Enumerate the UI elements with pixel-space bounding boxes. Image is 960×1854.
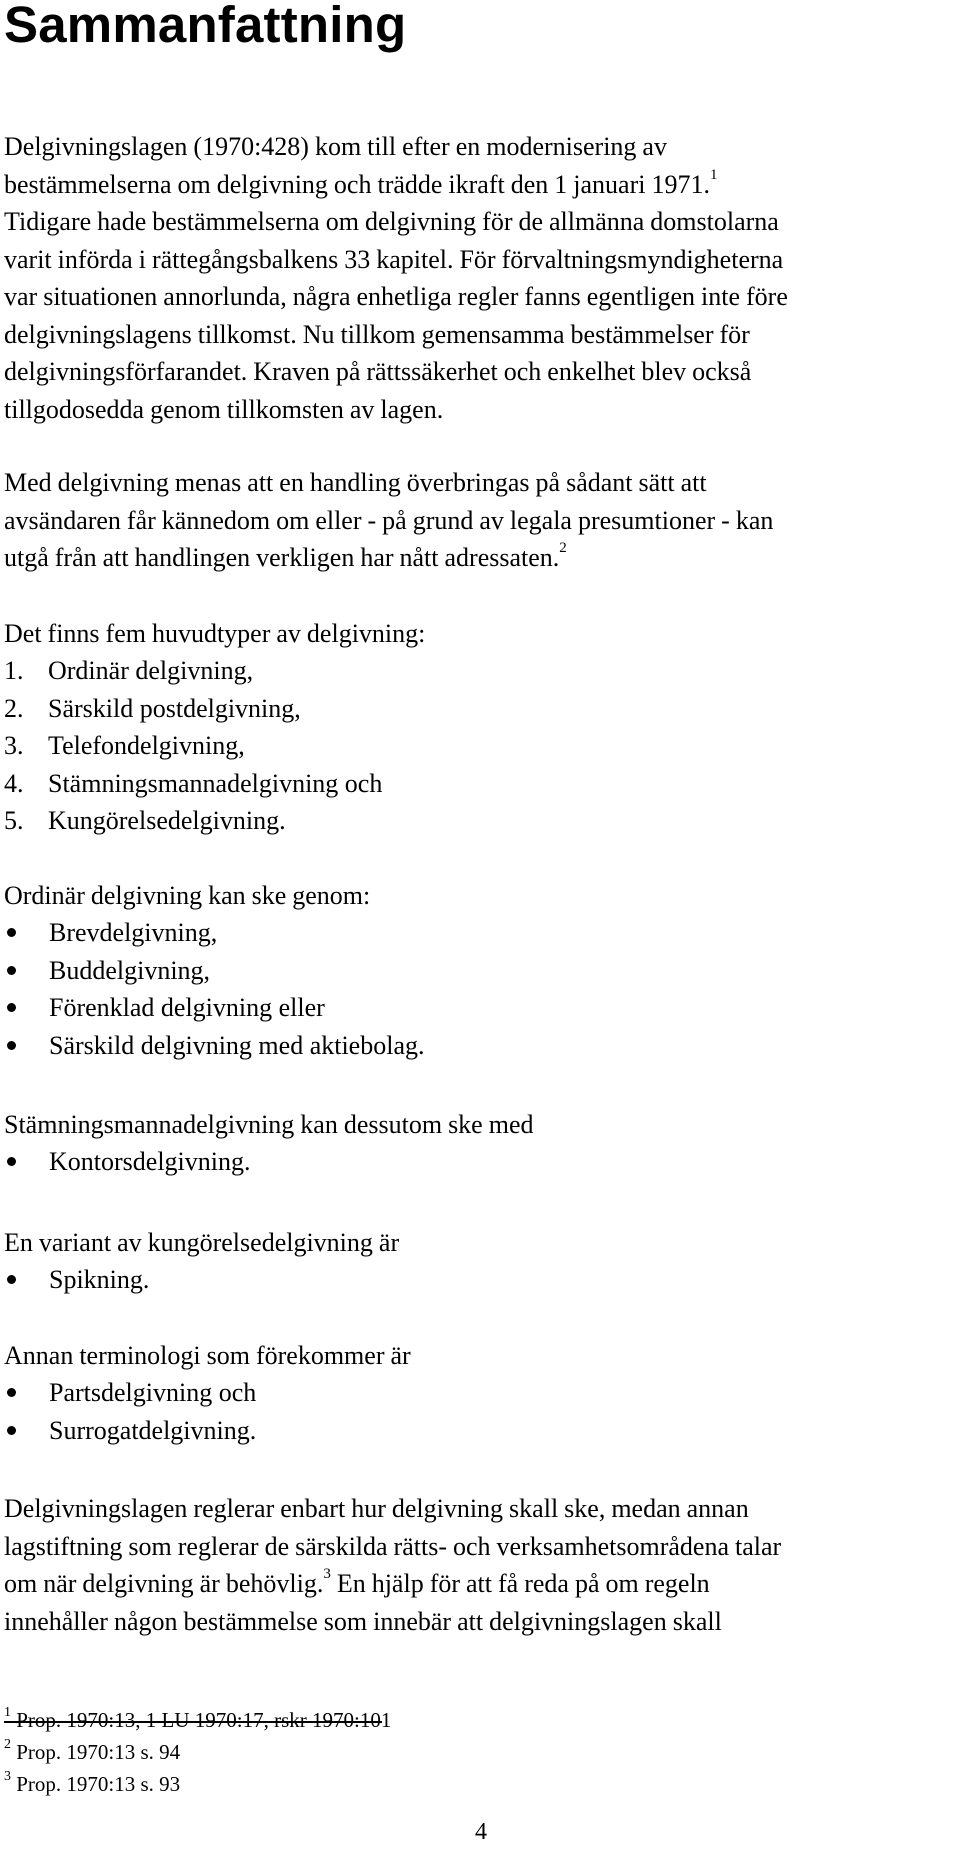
footnote-text: Prop. 1970:13 s. 94: [11, 1740, 181, 1764]
footnote-number: 1: [4, 1705, 11, 1720]
list-item: [4, 1143, 251, 1181]
bullet-icon: [7, 928, 16, 937]
footnote-text: Prop. 1970:13, 1 LU 1970:17, rskr 1970:101: [11, 1708, 392, 1732]
item-text: Förenklad delgivning eller: [49, 993, 325, 1022]
list-item: [4, 952, 425, 990]
definition-paragraph: [4, 464, 954, 577]
paragraph-line: [4, 1565, 954, 1603]
item-text: Kungörelsedelgivning.: [48, 806, 286, 835]
bullet-icon: [7, 966, 16, 975]
bullet-icon: [7, 1157, 16, 1166]
types-intro: [4, 615, 954, 653]
bullet-icon: [7, 1426, 16, 1435]
footnote-text: Prop. 1970:13 s. 93: [11, 1772, 181, 1796]
item-number: 2.: [4, 693, 24, 723]
page-title: Sammanfattning: [4, 0, 407, 53]
list-item: [4, 690, 382, 728]
list-item: [4, 652, 382, 690]
stamning-list: [4, 1143, 251, 1181]
paragraph-line: Med delgivning menas att en handling överbringas på sådant sätt att: [4, 468, 707, 497]
list-item: [4, 727, 382, 765]
paragraph-line: Delgivningslagen (1970:428) kom till efter en modernisering av: [4, 132, 667, 161]
footnote-ref: 2: [559, 540, 567, 557]
kungorelse-intro: [4, 1224, 954, 1262]
bullet-icon: [7, 1003, 16, 1012]
paragraph-line: Stämningsmannadelgivning kan dessutom ske med: [4, 1110, 534, 1139]
terminology-intro: [4, 1337, 954, 1375]
list-item: [4, 1261, 149, 1299]
paragraph-line: Ordinär delgivning kan ske genom:: [4, 881, 371, 910]
terminology-list: [4, 1374, 256, 1449]
item-text: Partsdelgivning och: [49, 1378, 257, 1407]
item-text: Särskild postdelgivning,: [48, 693, 301, 723]
paragraph-line: lagstiftning som reglerar de särskilda rätts- och verksamhetsområdena talar: [4, 1531, 782, 1561]
paragraph-line: tillgodosedda genom tillkomsten av lagen.: [4, 394, 444, 424]
item-text: Brevdelgivning,: [49, 918, 218, 947]
ordinary-list: [4, 914, 425, 1064]
line-text: om när delgivning är behövlig.: [4, 1569, 324, 1598]
paragraph-line: Det finns fem huvudtyper av delgivning:: [4, 619, 426, 648]
item-text: Spikning.: [49, 1265, 150, 1294]
paragraph-line: Delgivningslagen reglerar enbart hur delgivning skall ske, medan annan: [4, 1494, 749, 1523]
list-item: [4, 989, 425, 1027]
list-item: [4, 914, 425, 952]
paragraph-line: delgivningsförfarandet. Kraven på rättssäkerhet och enkelhet blev också: [4, 357, 752, 386]
intro-paragraph: [4, 128, 954, 428]
list-item: [4, 1027, 425, 1065]
line-text: bestämmelserna om delgivning och trädde ikraft den 1 januari 1971.: [4, 169, 710, 199]
item-number: 1.: [4, 656, 24, 685]
footnote-number: 3: [4, 1769, 11, 1784]
item-text: Särskild delgivning med aktiebolag.: [49, 1030, 425, 1060]
footnote: [4, 1738, 180, 1766]
list-item: [4, 1412, 256, 1450]
paragraph-line: Annan terminologi som förekommer är: [4, 1341, 411, 1370]
item-text: Telefondelgivning,: [48, 731, 245, 760]
item-text: Buddelgivning,: [49, 955, 211, 985]
bullet-icon: [7, 1041, 16, 1050]
item-text: Surrogatdelgivning.: [49, 1415, 257, 1445]
item-text: Kontorsdelgivning.: [49, 1147, 251, 1176]
line-text: En hjälp för att få reda på om regeln: [330, 1569, 710, 1598]
paragraph-line: innehåller någon bestämmelse som innebär att delgivningslagen skall: [4, 1606, 722, 1636]
footnote: [4, 1706, 391, 1734]
footnote-number: 2: [4, 1737, 11, 1752]
paragraph-line: En variant av kungörelsedelgivning är: [4, 1228, 400, 1257]
bullet-icon: [7, 1275, 16, 1284]
ordinary-intro: [4, 877, 954, 915]
kungorelse-list: [4, 1261, 149, 1299]
list-item: [4, 1374, 256, 1412]
paragraph-line: [4, 539, 954, 577]
list-item: [4, 765, 382, 803]
footnote-ref: 3: [323, 1566, 331, 1583]
bullet-icon: [7, 1388, 16, 1397]
item-text: Ordinär delgivning,: [48, 656, 254, 685]
page-number: 4: [475, 1819, 487, 1845]
item-number: 5.: [4, 806, 24, 835]
paragraph-line: [4, 166, 954, 204]
types-list: [4, 652, 382, 840]
paragraph-line: varit införda i rättegångsbalkens 33 kapitel. För förvaltningsmyndigheterna: [4, 244, 784, 274]
paragraph-line: var situationen annorlunda, några enhetliga regler fanns egentligen inte före: [4, 282, 788, 311]
item-text: Stämningsmannadelgivning och: [48, 768, 383, 798]
closing-paragraph: [4, 1490, 954, 1640]
paragraph-line: Tidigare hade bestämmelserna om delgivning för de allmänna domstolarna: [4, 207, 779, 236]
paragraph-line: delgivningslagens tillkomst. Nu tillkom gemensamma bestämmelser för: [4, 319, 750, 349]
footnote: [4, 1770, 180, 1798]
paragraph-line: avsändaren får kännedom om eller - på grund av legala presumtioner - kan: [4, 505, 774, 535]
stamning-intro: [4, 1106, 954, 1144]
item-number: 3.: [4, 731, 24, 760]
footnote-ref: 1: [709, 166, 718, 183]
line-text: utgå från att handlingen verkligen har nått adressaten.: [4, 543, 560, 572]
item-number: 4.: [4, 768, 24, 798]
list-item: [4, 802, 382, 840]
